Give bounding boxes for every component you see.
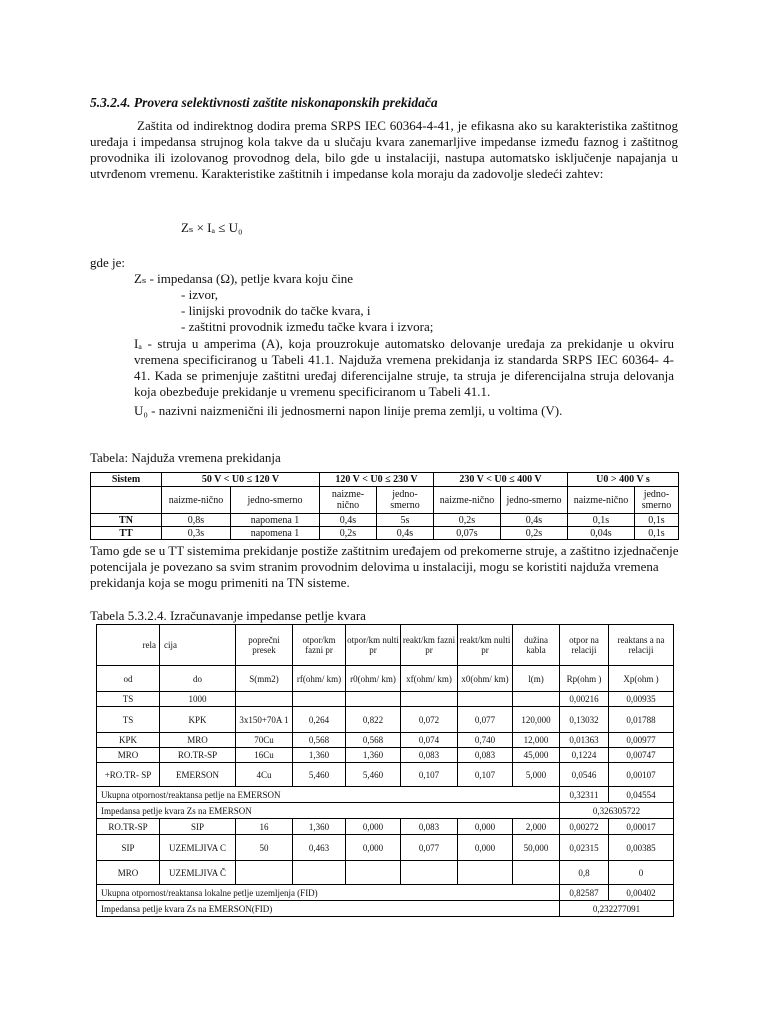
intro-paragraph	[90, 118, 678, 182]
table-cell	[91, 487, 162, 514]
interruption-times-table	[90, 472, 679, 540]
table-cell	[346, 692, 401, 707]
table-cell: +RO.TR- SP	[97, 763, 160, 787]
table-header: cija	[160, 625, 236, 666]
table-cell: 0,740	[458, 733, 513, 748]
table-row	[97, 707, 674, 733]
table2-caption: Tabela 5.3.2.4. Izračunavanje impedanse petlje kvara	[90, 608, 366, 623]
table-header: xf(ohm/ km)	[401, 666, 458, 692]
zs-item: - linijski provodnik do tačke kvara, i	[181, 303, 371, 318]
u0-definition: U₀ - nazivni naizmenični ili jednosmerni napon linije prema zemlji, u voltima (V).	[134, 403, 563, 418]
table-header: Xp(ohm )	[609, 666, 674, 692]
table-cell: 0,04554	[609, 787, 674, 803]
table-cell: TS	[97, 707, 160, 733]
table-cell: 45,000	[513, 748, 560, 763]
table-subheader: jedno-smerno	[231, 487, 320, 514]
table-cell: TT	[91, 527, 162, 540]
table-cell: 0,568	[293, 733, 346, 748]
table-cell: 0	[609, 861, 674, 885]
table-header: do	[160, 666, 236, 692]
table-cell: 0,000	[458, 819, 513, 835]
table-cell: 0,2s	[320, 527, 377, 540]
table-cell	[346, 861, 401, 885]
table-cell: 0,8	[560, 861, 609, 885]
table-cell: MRO	[160, 733, 236, 748]
table-cell: MRO	[97, 748, 160, 763]
table-header: S(mm2)	[236, 666, 293, 692]
table-cell: 0,00216	[560, 692, 609, 707]
table-header: 50 V < U0 ≤ 120 V	[162, 473, 320, 487]
table-cell: 50	[236, 835, 293, 861]
table-cell	[458, 692, 513, 707]
table-header: x0(ohm/ km)	[458, 666, 513, 692]
table-header: 120 V < U0 ≤ 230 V	[320, 473, 434, 487]
table-cell: 16	[236, 819, 293, 835]
table-cell: 3x150+70A 1	[236, 707, 293, 733]
table-header: rf(ohm/ km)	[293, 666, 346, 692]
table-cell: 120,000	[513, 707, 560, 733]
table-cell: napomena 1	[231, 514, 320, 527]
table-cell: 0,04s	[568, 527, 635, 540]
table-row	[97, 835, 674, 861]
table-cell: SIP	[160, 819, 236, 835]
table-cell: SIP	[97, 835, 160, 861]
table-cell	[236, 692, 293, 707]
table-cell	[293, 692, 346, 707]
table-cell: 0,568	[346, 733, 401, 748]
table-cell: RO.TR-SP	[97, 819, 160, 835]
table-cell: 0,00747	[609, 748, 674, 763]
table-row	[97, 819, 674, 835]
table-cell: 0,264	[293, 707, 346, 733]
table-cell: 1000	[160, 692, 236, 707]
table-header: otpor na relaciji	[560, 625, 609, 666]
table-row	[97, 803, 674, 819]
table-cell: 0,3s	[162, 527, 231, 540]
table-cell: TS	[97, 692, 160, 707]
table-cell: 0,1s	[635, 514, 679, 527]
table-cell: TN	[91, 514, 162, 527]
table-header-row	[97, 666, 674, 692]
table-header: otpor/km fazni pr	[293, 625, 346, 666]
table-cell: 0,01363	[560, 733, 609, 748]
table-cell: 0,00272	[560, 819, 609, 835]
table-cell: 0,8s	[162, 514, 231, 527]
table-cell: 0,02315	[560, 835, 609, 861]
table-header-row	[97, 625, 674, 666]
table-cell: 0,000	[458, 835, 513, 861]
table-cell: 5,460	[346, 763, 401, 787]
table-cell: 0,083	[401, 819, 458, 835]
formula: Zₛ × Iₐ ≤ U₀	[181, 220, 243, 235]
table-subheader: naizme-nično	[568, 487, 635, 514]
table-header: U0 > 400 V s	[568, 473, 679, 487]
table-header: r0(ohm/ km)	[346, 666, 401, 692]
fault-loop-impedance-table	[96, 624, 674, 917]
ia-definition: Iₐ - struja u amperima (A), koja prouzrokuje automatsko delovanje uređaja za prekidanje u okviru vremena specificiranog u Tabeli 41.1. Najduža vremena prekidanja iz standarda SRPS IEC 60364- 4-41. Kada se primenjuje zaštitni uređaj diferencijalne struje, ta struja je diferencijalna struja delovanja koja obezbeđuje prekidanje u vremenu specificiranom u Tabeli 41.1.	[134, 336, 674, 399]
table-cell: MRO	[97, 861, 160, 885]
table-subheader: naizme-nično	[434, 487, 501, 514]
table-header: reaktans a na relaciji	[609, 625, 674, 666]
table-cell: 0,326305722	[560, 803, 674, 819]
table-cell: 0,4s	[501, 514, 568, 527]
table-cell: 0,0546	[560, 763, 609, 787]
table-subheader: jedno-smerno	[501, 487, 568, 514]
table-cell: 0,077	[401, 835, 458, 861]
table-cell	[513, 861, 560, 885]
impedance-label: Impedansa petlje kvara Zs na EMERSON(FID)	[97, 901, 560, 917]
table-row	[97, 885, 674, 901]
table-cell: 70Cu	[236, 733, 293, 748]
table-cell	[293, 861, 346, 885]
table-cell: 0,083	[458, 748, 513, 763]
zs-item: - izvor,	[181, 287, 219, 302]
intro-text: Zaštita od indirektnog dodira prema SRPS IEC 60364-4-41, je efikasna ako su karakteristika zaštitnog uređaja i impedansa strujnog kola takve da u slučaju kvara zanemarljive impedanse između faznog i zaštitnog provodnika ili izolovanog provodnog dela, bilo gde u instalaciji, nastupa automatsko isključenje napajanja u utvrđenom vremenu. Karakteristike zaštitnih i impedanse kola moraju da zadovolje sledeći zahtev:	[90, 118, 678, 181]
table-subheader: jedno-smerno	[635, 487, 679, 514]
table-row	[97, 901, 674, 917]
table-cell: 0,077	[458, 707, 513, 733]
table-cell: 16Cu	[236, 748, 293, 763]
table-cell: 1,360	[293, 748, 346, 763]
table-cell: 0,4s	[320, 514, 377, 527]
table-subheader: jedno-smerno	[377, 487, 434, 514]
table-subheader: naizme-nično	[162, 487, 231, 514]
table-cell	[401, 861, 458, 885]
gde-je-label: gde je:	[90, 255, 126, 270]
table-subheader: naizme-nično	[320, 487, 377, 514]
table-cell: 0,463	[293, 835, 346, 861]
table-cell: 0,00935	[609, 692, 674, 707]
table-cell: 5,460	[293, 763, 346, 787]
table-cell	[401, 692, 458, 707]
table-cell: 2,000	[513, 819, 560, 835]
table-header: poprečni presek	[236, 625, 293, 666]
table-cell: 0,2s	[501, 527, 568, 540]
table-cell: 0,01788	[609, 707, 674, 733]
table-cell: 0,000	[346, 819, 401, 835]
table-header: Sistem	[91, 473, 162, 487]
table-row	[91, 514, 679, 527]
table-header: 230 V < U0 ≤ 400 V	[434, 473, 568, 487]
table-cell: 0,00402	[609, 885, 674, 901]
table-cell: 4Cu	[236, 763, 293, 787]
table-cell: 0,4s	[377, 527, 434, 540]
sum-label: Ukupna otpornost/reaktansa petlje na EMERSON	[97, 787, 560, 803]
table-cell: 0,074	[401, 733, 458, 748]
table-cell: 0,00017	[609, 819, 674, 835]
table-cell: 0,00977	[609, 733, 674, 748]
table-header: l(m)	[513, 666, 560, 692]
zs-definition: Zₛ - impedansa (Ω), petlje kvara koju čine	[134, 271, 354, 286]
table-cell: 0,00107	[609, 763, 674, 787]
table-cell: 0,822	[346, 707, 401, 733]
table-cell: 0,2s	[434, 514, 501, 527]
section-heading: 5.3.2.4. Provera selektivnosti zaštite niskonaponskih prekidača	[90, 95, 438, 110]
table-row	[97, 748, 674, 763]
table-header: rela	[97, 625, 160, 666]
table-header: dužina kabla	[513, 625, 560, 666]
table-cell: 0,32311	[560, 787, 609, 803]
table-cell: KPK	[97, 733, 160, 748]
table-header: otpor/km nulti pr	[346, 625, 401, 666]
table-cell: 50,000	[513, 835, 560, 861]
table-cell: 1,360	[346, 748, 401, 763]
table-cell	[458, 861, 513, 885]
table-cell: 0,107	[458, 763, 513, 787]
table-cell: 0,107	[401, 763, 458, 787]
table1-caption: Tabela: Najduža vremena prekidanja	[90, 450, 281, 465]
table-cell: 0,000	[346, 835, 401, 861]
table-cell: 0,1s	[635, 527, 679, 540]
table-row	[97, 787, 674, 803]
table-row	[97, 692, 674, 707]
table-cell: 0,232277091	[560, 901, 674, 917]
table-cell: napomena 1	[231, 527, 320, 540]
table-cell: 0,083	[401, 748, 458, 763]
table-cell: 0,1s	[568, 514, 635, 527]
table-row	[97, 861, 674, 885]
table-header: Rp(ohm )	[560, 666, 609, 692]
table-cell: 0,1224	[560, 748, 609, 763]
table-cell: UZEMLJIVA Č	[160, 861, 236, 885]
table-cell: 0,82587	[560, 885, 609, 901]
sum-label: Ukupna otpornost/reaktansa lokalne petlje uzemljenja (FID)	[97, 885, 560, 901]
zs-item: - zaštitni provodnik između tačke kvara i izvora;	[181, 319, 434, 334]
impedance-label: Impedansa petlje kvara Zs na EMERSON	[97, 803, 560, 819]
table-cell: 0,07s	[434, 527, 501, 540]
table-cell: 12,000	[513, 733, 560, 748]
table-header: od	[97, 666, 160, 692]
table-cell: KPK	[160, 707, 236, 733]
table-row	[97, 733, 674, 748]
table-cell: 5,000	[513, 763, 560, 787]
table-cell	[236, 861, 293, 885]
table-cell: 0,00385	[609, 835, 674, 861]
table-cell	[513, 692, 560, 707]
table-row	[91, 527, 679, 540]
table-header: reakt/km fazni pr	[401, 625, 458, 666]
table-cell: 1,360	[293, 819, 346, 835]
table-cell: RO.TR-SP	[160, 748, 236, 763]
table-row	[97, 763, 674, 787]
table-cell: EMERSON	[160, 763, 236, 787]
table-header: reakt/km nulti pr	[458, 625, 513, 666]
tt-note: Tamo gde se u TT sistemima prekidanje postiže zaštitnim uređajem od prekomerne struje, a zaštitno izjednačenje potencijala je povezano sa svim stranim provodnim delovima u instalaciji, mogu se koristiti najduža vremena prekidanja koja se mogu primeniti na TN sisteme.	[90, 543, 679, 590]
table-cell: 5s	[377, 514, 434, 527]
table-cell: 0,072	[401, 707, 458, 733]
table-cell: 0,13032	[560, 707, 609, 733]
table-cell: UZEMLJIVA C	[160, 835, 236, 861]
